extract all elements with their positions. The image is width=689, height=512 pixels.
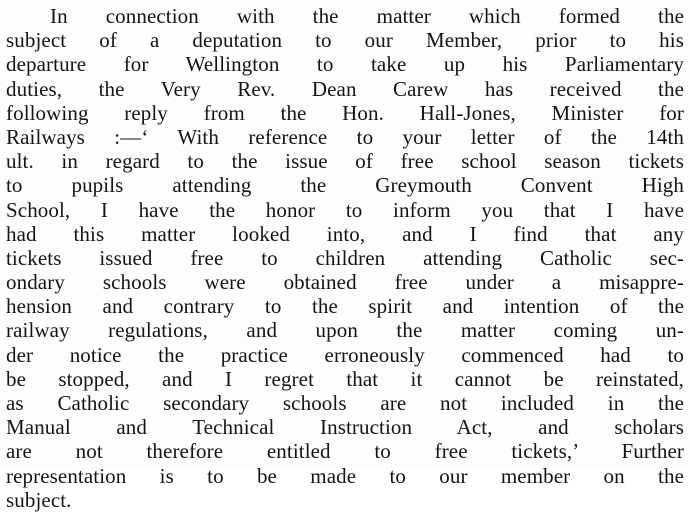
article-paragraph: [6, 4, 684, 512]
article-line: In connection with the matter which formed the: [50, 4, 684, 28]
article-line: as Catholic secondary schools are not included in the: [6, 391, 684, 415]
article-line: railway regulations, and upon the matter coming un-: [6, 318, 684, 343]
article-line: following reply from the Hon. Hall-Jones, Minister for: [6, 100, 684, 125]
article-line: duties, the Very Rev. Dean Carew has received the: [6, 76, 684, 101]
article-line: ult. in regard to the issue of free school season tickets: [6, 149, 684, 174]
article-line: Railways :—‘ With reference to your letter of the 14th: [6, 124, 684, 149]
article-line: are not therefore entitled to free tickets,’ Further: [6, 439, 684, 464]
article-line: der notice the practice erroneously commenced had to: [6, 342, 684, 367]
article-line: to pupils attending the Greymouth Convent High: [6, 173, 684, 198]
article-line: departure for Wellington to take up his Parliamentary: [6, 52, 684, 77]
article-line: be stopped, and I regret that it cannot be reinstated,: [6, 366, 684, 391]
article-line: Manual and Technical Instruction Act, and scholars: [6, 415, 684, 440]
article-line: hension and contrary to the spirit and intention of the: [6, 294, 684, 319]
article-line: ondary schools were obtained free under a misappre-: [6, 270, 684, 295]
article-line: subject.: [6, 487, 72, 512]
article-line: representation is to be made to our member on the: [6, 463, 684, 488]
article-line: had this matter looked into, and I find that any: [6, 221, 684, 246]
article-line: subject of a deputation to our Member, prior to his: [6, 28, 684, 53]
article-line: School, I have the honor to inform you that I have: [6, 197, 684, 222]
article-line: tickets issued free to children attending Catholic sec-: [6, 245, 684, 270]
